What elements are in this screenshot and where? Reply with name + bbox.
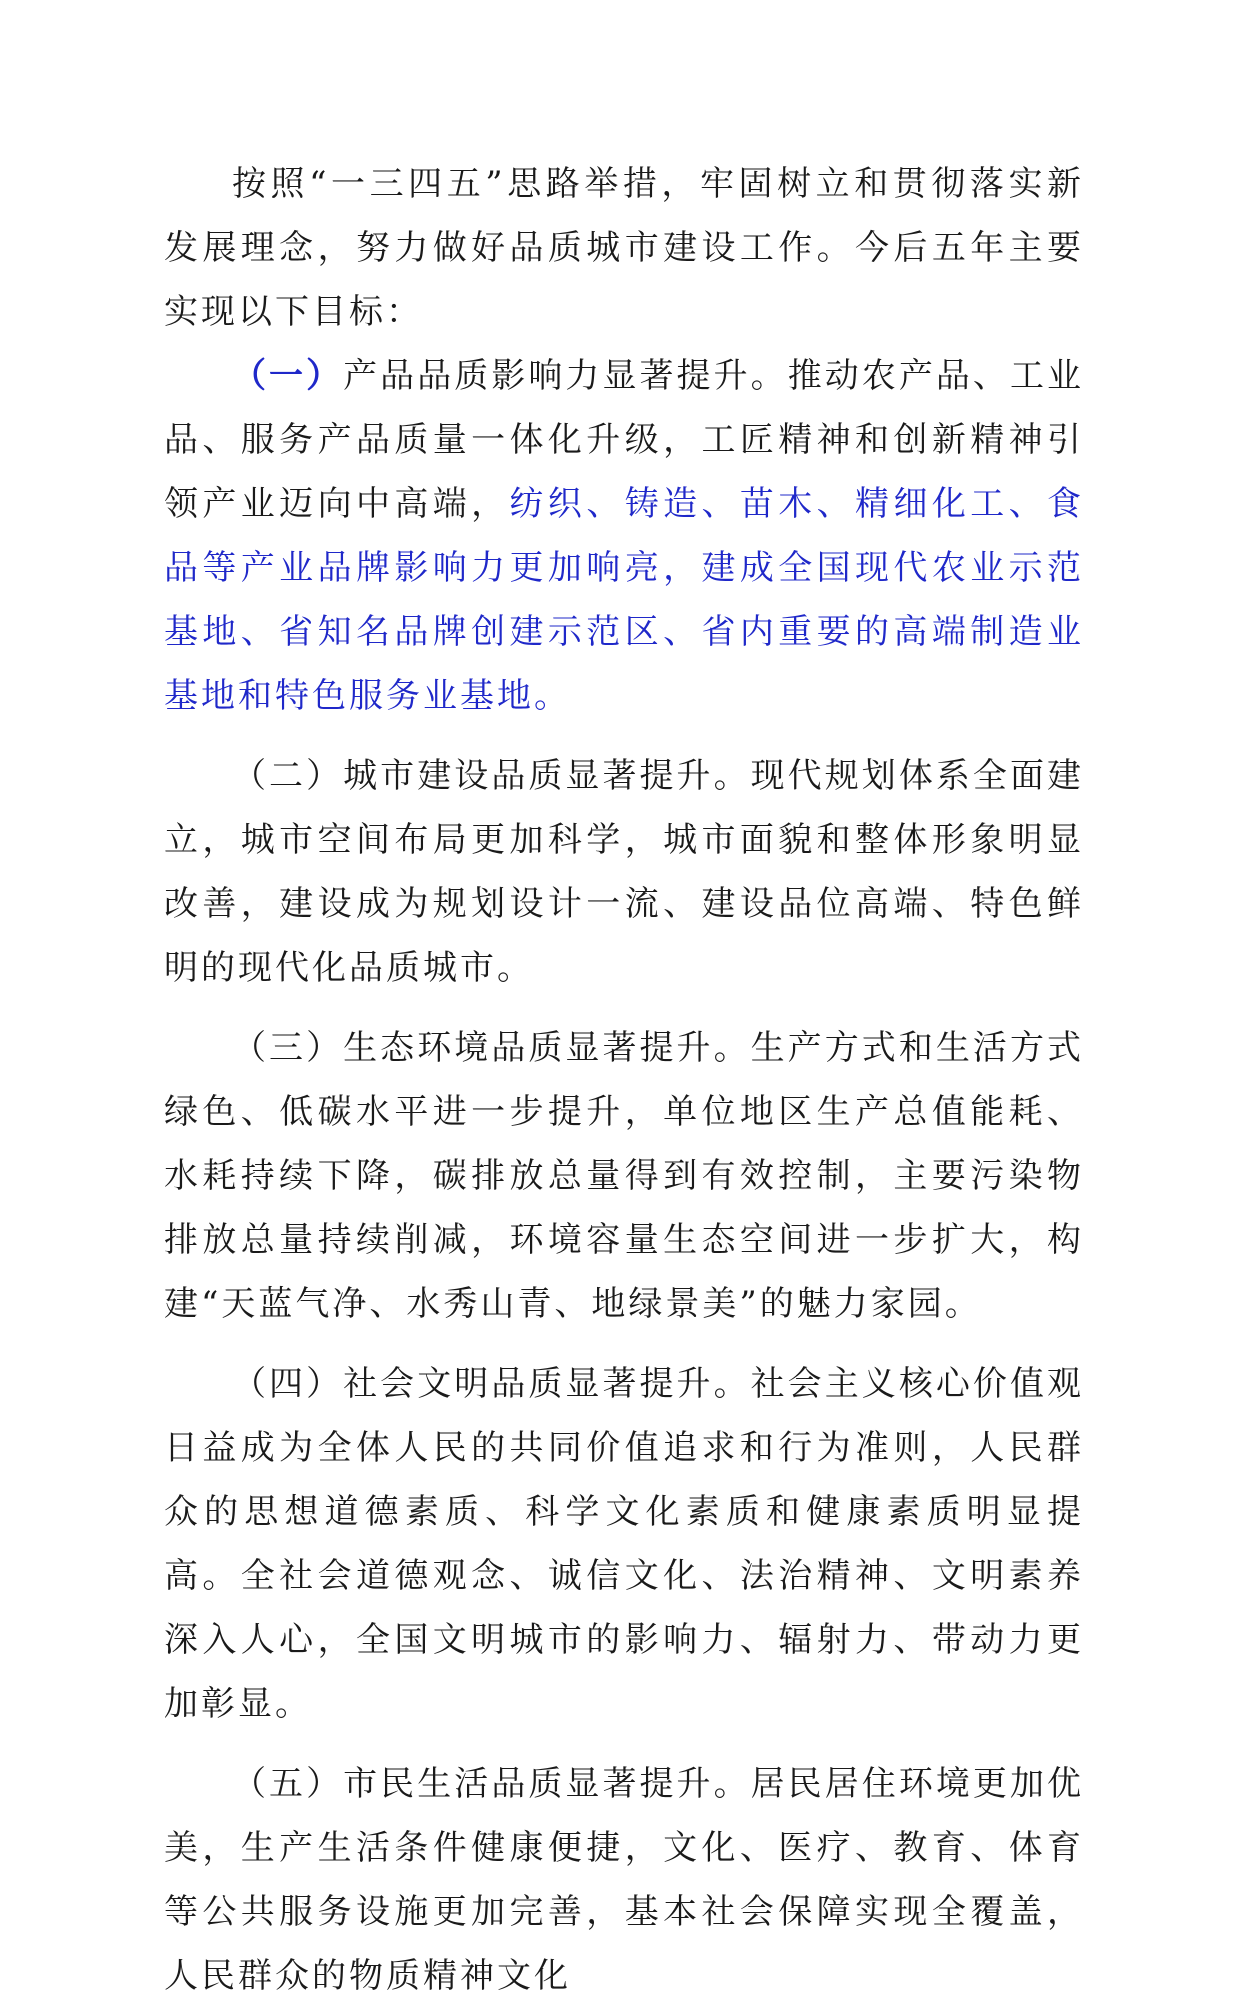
intro-paragraph bbox=[164, 152, 1084, 344]
goal-number-2: （二） bbox=[232, 756, 344, 796]
goal-paragraph-3 bbox=[164, 1016, 1084, 1336]
goal-number-3: （三） bbox=[232, 1028, 344, 1068]
goal-heading-3: 生态环境品质显著提升。 bbox=[343, 1028, 751, 1068]
goal-number-1: （一） bbox=[232, 356, 344, 396]
goal-highlight-1: 纺织、铸造、苗木、精细化工、食品等产业品牌影响力更加响亮，建成全国现代农业示范基地、省知名品牌创建示范区、省内重要的高端制造业基地和特色服务业基地。 bbox=[164, 484, 1085, 716]
goal-text-3: 生产方式和生活方式绿色、低碳水平进一步提升，单位地区生产总值能耗、水耗持续下降，碳排放总量得到有效控制，主要污染物排放总量持续削减，环境容量生态空间进一步扩大，构建“天蓝气净、水秀山青、地绿景美”的魅力家园。 bbox=[164, 1028, 1085, 1324]
goal-paragraph-5 bbox=[164, 1752, 1084, 2008]
goal-heading-2: 城市建设品质显著提升。 bbox=[343, 756, 751, 796]
document-body bbox=[164, 152, 1084, 2008]
goal-number-4: （四） bbox=[232, 1364, 344, 1404]
goal-number-5: （五） bbox=[232, 1764, 344, 1804]
goal-paragraph-4 bbox=[164, 1352, 1084, 1736]
goal-text-4: 社会主义核心价值观日益成为全体人民的共同价值追求和行为准则，人民群众的思想道德素质、科学文化素质和健康素质明显提高。全社会道德观念、诚信文化、法治精神、文明素养深入人心，全国文明城市的影响力、辐射力、带动力更加彰显。 bbox=[164, 1364, 1085, 1724]
goal-heading-4: 社会文明品质显著提升。 bbox=[343, 1364, 751, 1404]
intro-text: 按照“一三四五”思路举措，牢固树立和贯彻落实新发展理念，努力做好品质城市建设工作。今后五年主要实现以下目标： bbox=[164, 164, 1084, 332]
goal-text-2: 现代规划体系全面建立，城市空间布局更加科学，城市面貌和整体形象明显改善，建设成为规划设计一流、建设品位高端、特色鲜明的现代化品质城市。 bbox=[164, 756, 1085, 988]
goal-heading-5: 市民生活品质显著提升。 bbox=[343, 1764, 751, 1804]
goal-paragraph-2 bbox=[164, 744, 1084, 1000]
goal-heading-1: 产品品质影响力显著提升。 bbox=[343, 356, 788, 396]
goal-text-1: 推动农产品、工业品、服务产品质量一体化升级，工匠精神和创新精神引领产业迈向中高端， bbox=[164, 356, 1085, 524]
goal-text-5: 居民居住环境更加优美，生产生活条件健康便捷，文化、医疗、教育、体育等公共服务设施更加完善，基本社会保障实现全覆盖，人民群众的物质精神文化 bbox=[164, 1764, 1085, 1996]
goal-paragraph-1 bbox=[164, 344, 1084, 728]
